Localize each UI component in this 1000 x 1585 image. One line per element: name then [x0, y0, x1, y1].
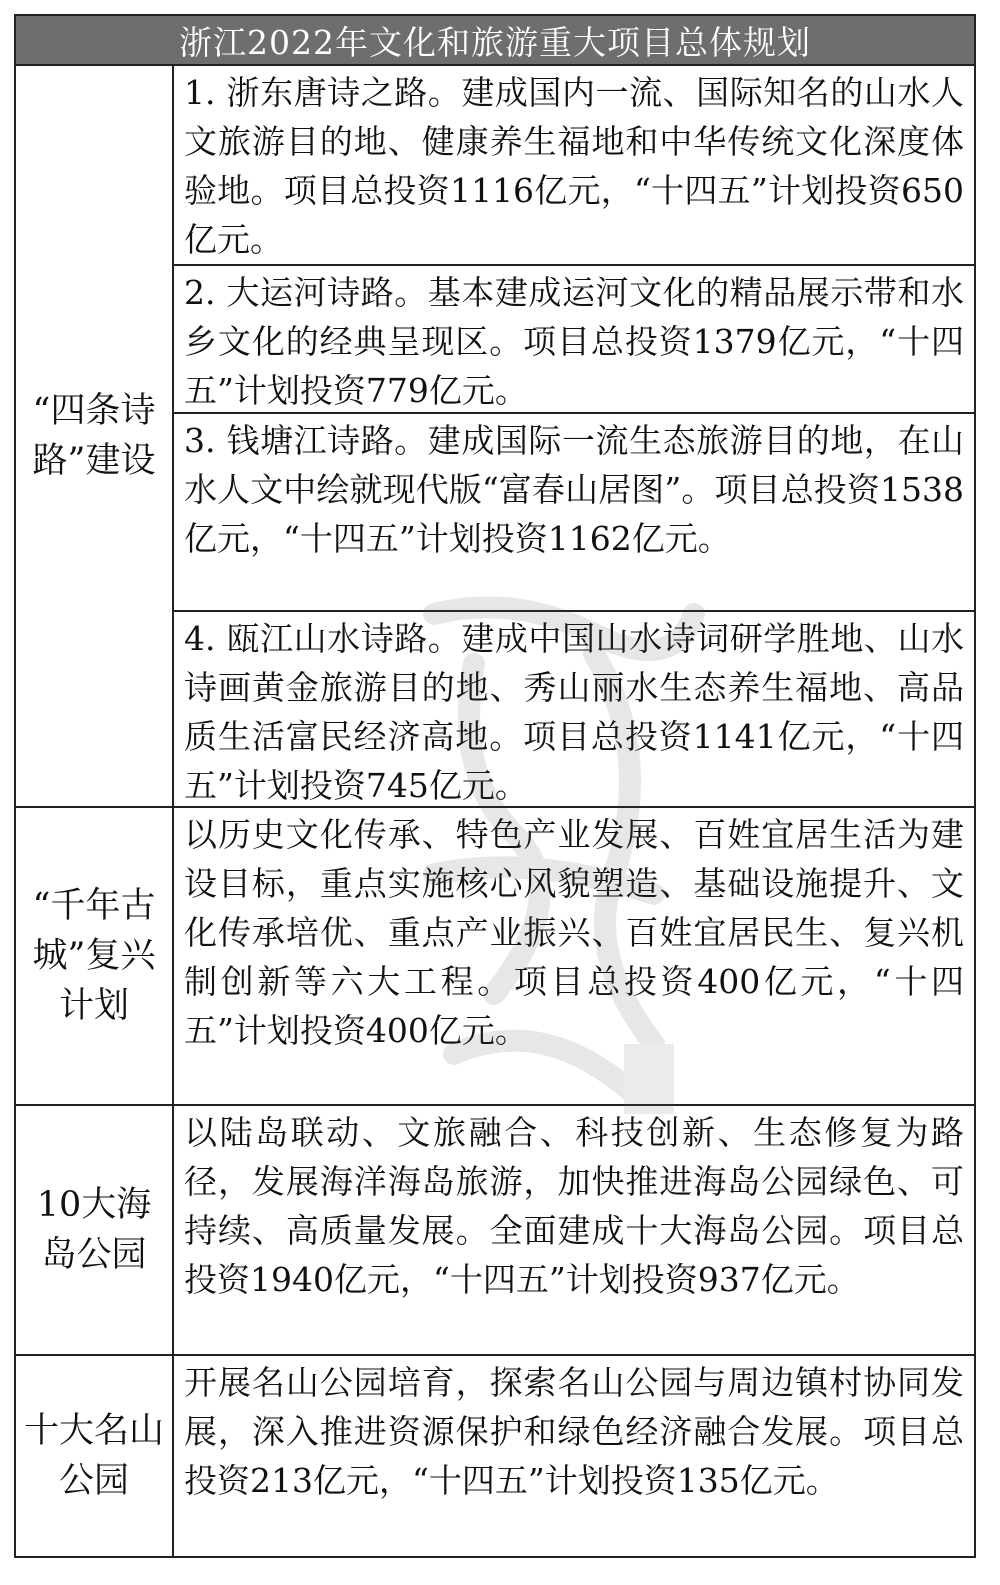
- table-row: 1. 浙东唐诗之路。建成国内一流、国际知名的山水人文旅游目的地、健康养生福地和中华传统文化深度体验地。项目总投资1116亿元，“十四五”计划投资650亿元。: [174, 66, 974, 266]
- group-island-parks: [16, 1106, 974, 1356]
- group-poetry-roads: [16, 66, 974, 808]
- group-cells: [174, 1106, 974, 1354]
- table-row: 开展名山公园培育，探索名山公园与周边镇村协同发展，深入推进资源保护和绿色经济融合发展。项目总投资213亿元，“十四五”计划投资135亿元。: [184, 1363, 964, 1500]
- group-label: “四条诗路”建设: [16, 66, 174, 806]
- group-mountain-parks: [16, 1356, 974, 1556]
- page: [14, 14, 976, 1558]
- table-row: 以历史文化传承、特色产业发展、百姓宜居生活为建设目标，重点实施核心风貌塑造、基础设施提升、文化传承培优、重点产业振兴、百姓宜居民生、复兴机制创新等六大工程。项目总投资400亿元，“十四五”计划投资400亿元。: [184, 815, 964, 1050]
- group-cells: [174, 66, 974, 806]
- table-title: 浙江2022年文化和旅游重大项目总体规划: [16, 16, 974, 66]
- table-row: 以陆岛联动、文旅融合、科技创新、生态修复为路径，发展海洋海岛旅游，加快推进海岛公园绿色、可持续、高质量发展。全面建成十大海岛公园。项目总投资1940亿元，“十四五”计划投资937亿元。: [184, 1113, 964, 1299]
- group-ancient-city: [16, 808, 974, 1106]
- table-row: 4. 瓯江山水诗路。建成中国山水诗词研学胜地、山水诗画黄金旅游目的地、秀山丽水生态养生福地、高品质生活富民经济高地。项目总投资1141亿元，“十四五”计划投资745亿元。: [184, 619, 964, 805]
- group-label: 10大海岛公园: [16, 1106, 174, 1354]
- group-cells: [174, 1356, 974, 1556]
- table-row: 2. 大运河诗路。基本建成运河文化的精品展示带和水乡文化的经典呈现区。项目总投资1379亿元，“十四五”计划投资779亿元。: [174, 266, 974, 414]
- group-cells: [174, 808, 974, 1104]
- group-label: “千年古城”复兴计划: [16, 808, 174, 1104]
- project-plan-table: [14, 14, 976, 1558]
- group-label: 十大名山公园: [16, 1356, 174, 1556]
- table-row: 3. 钱塘江诗路。建成国际一流生态旅游目的地，在山水人文中绘就现代版“富春山居图”。项目总投资1538亿元，“十四五”计划投资1162亿元。: [174, 414, 974, 612]
